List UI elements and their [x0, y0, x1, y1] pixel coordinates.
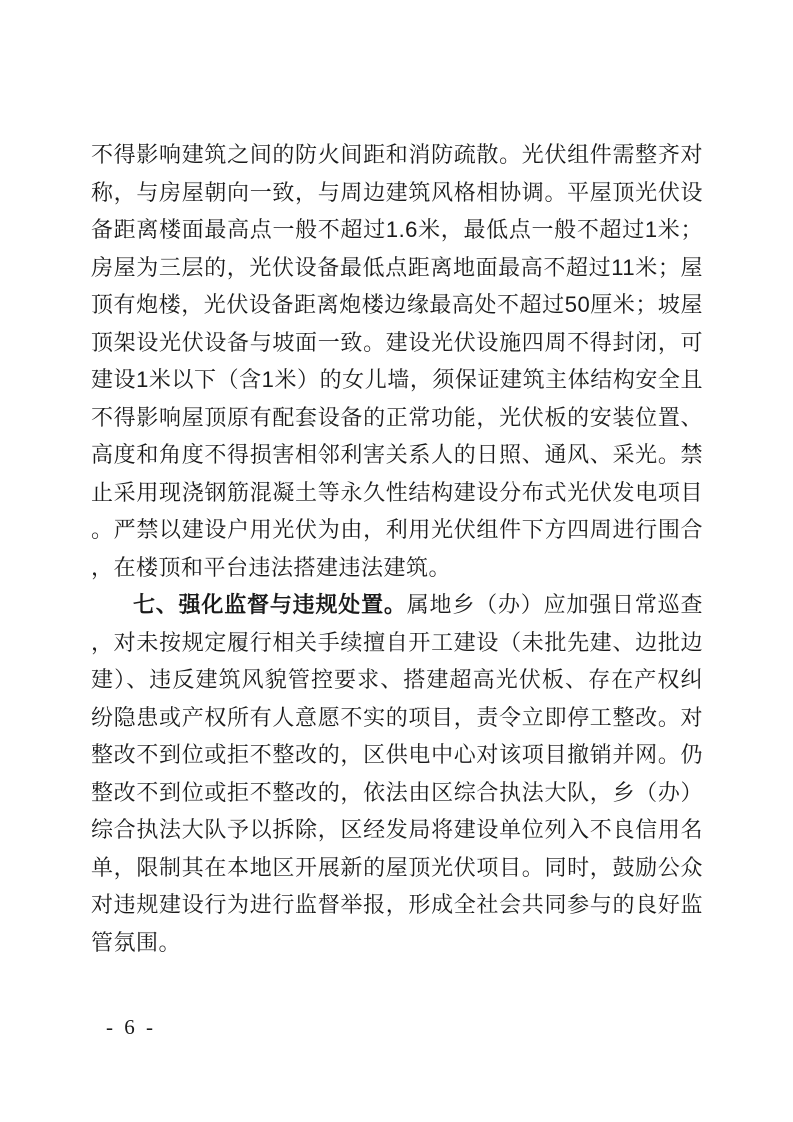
document-body — [91, 136, 703, 961]
text-line-paragraph-end: 管氛围。 — [91, 929, 182, 955]
section-heading-line — [91, 586, 703, 624]
text-line: 对违规建设行为进行监督举报，形成全社会共同参与的良好监 — [91, 892, 703, 917]
section-heading-trailing-text: 属地乡（办）应加强日常巡查 — [406, 592, 703, 617]
text-line: 建设1米以下（含1米）的女儿墙，须保证建筑主体结构安全且 — [91, 367, 703, 392]
text-line-paragraph-end: ，在楼顶和平台违法搭建违法建筑。 — [91, 554, 452, 580]
text-line: 顶有炮楼，光伏设备距离炮楼边缘最高处不超过50厘米；坡屋 — [91, 292, 703, 317]
text-line: 纷隐患或产权所有人意愿不实的项目，责令立即停工整改。对 — [91, 704, 703, 730]
text-line: 称，与房屋朝向一致，与周边建筑风格相协调。平屋顶光伏设 — [91, 179, 703, 205]
text-line: ，对未按规定履行相关手续擅自开工建设（未批先建、边批边 — [91, 629, 703, 655]
text-line: 止采用现浇钢筋混凝土等永久性结构建设分布式光伏发电项目 — [91, 479, 703, 505]
text-line: 高度和角度不得损害相邻利害关系人的日照、通风、采光。禁 — [91, 442, 703, 467]
text-line: 顶架设光伏设备与坡面一致。建设光伏设施四周不得封闭，可 — [91, 329, 703, 355]
text-line: 不得影响建筑之间的防火间距和消防疏散。光伏组件需整齐对 — [91, 142, 703, 167]
text-line: 整改不到位或拒不整改的，区供电中心对该项目撤销并网。仍 — [91, 742, 703, 767]
text-line: 房屋为三层的，光伏设备最低点距离地面最高不超过11米；屋 — [91, 254, 703, 280]
text-line: 不得影响屋顶原有配套设备的正常功能，光伏板的安装位置、 — [91, 404, 703, 430]
text-line: 。严禁以建设户用光伏为由，利用光伏组件下方四周进行围合 — [91, 517, 703, 542]
page-number: - 6 - — [106, 1015, 156, 1039]
text-line: 建）、违反建筑风貌管控要求、搭建超高光伏板、存在产权纠 — [91, 667, 703, 692]
text-line: 备距离楼面最高点一般不超过1.6米，最低点一般不超过1米； — [91, 217, 703, 242]
text-line: 整改不到位或拒不整改的，依法由区综合执法大队，乡（办） — [91, 779, 703, 805]
text-line: 综合执法大队予以拆除，区经发局将建设单位列入不良信用名 — [91, 817, 703, 842]
section-heading: 七、强化监督与违规处置。 — [133, 592, 407, 617]
text-line: 单，限制其在本地区开展新的屋顶光伏项目。同时，鼓励公众 — [91, 854, 703, 880]
